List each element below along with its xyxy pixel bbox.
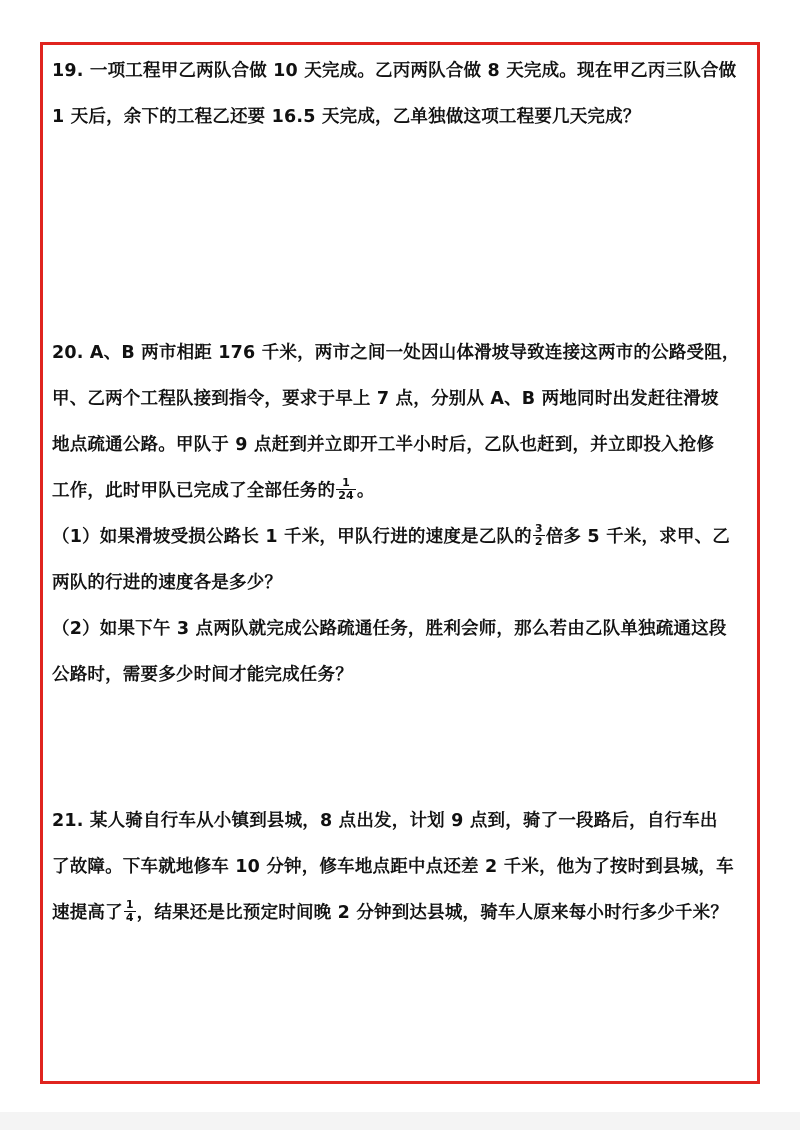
text-segment: 倍多 5 千米，求甲、乙 [545,527,730,547]
fraction [336,477,356,502]
text-segment: 。 [356,481,375,501]
fraction-denominator: 24 [338,488,354,502]
fraction-numerator: 1 [336,477,356,490]
problem-line: 甲、乙两个工程队接到指令，要求于早上 7 点，分别从 A、B 两地同时出发赶往滑坡 [52,389,719,409]
problem-line: 公路时，需要多少时间才能完成任务？ [52,665,353,685]
problem-line: 21. 某人骑自行车从小镇到县城，8 点出发，计划 9 点到，骑了一段路后，自行车出 [52,811,718,831]
fraction-denominator: 2 [534,534,543,548]
problem-20 [52,330,752,698]
text-segment: 工作，此时甲队已完成了全部任务的 [52,481,336,501]
problem-21 [52,798,752,936]
problem-line-with-fraction [52,514,752,560]
problem-line-with-fraction [52,890,752,936]
problem-line-with-fraction [52,468,752,514]
text-segment: （1）如果滑坡受损公路长 1 千米，甲队行进的速度是乙队的 [52,527,532,547]
fraction-denominator: 4 [125,910,134,924]
problem-line: 19. 一项工程甲乙两队合做 10 天完成。乙丙两队合做 8 天完成。现在甲乙丙三队合做 [52,61,737,81]
problem-line: 20. A、B 两市相距 176 千米，两市之间一处因山体滑坡导致连接这两市的公路受阻， [52,343,740,363]
bottom-margin [0,1112,800,1130]
text-segment: 速提高了 [52,903,123,923]
fraction-numerator: 1 [125,897,134,911]
problem-line: 1 天后，余下的工程乙还要 16.5 天完成，乙单独做这项工程要几天完成？ [52,107,641,127]
problem-line: 地点疏通公路。甲队于 9 点赶到并立即开工半小时后，乙队也赶到，并立即投入抢修 [52,435,715,455]
fraction [533,523,545,548]
problem-line: 了故障。下车就地修车 10 分钟，修车地点距中点还差 2 千米，他为了按时到县城，车 [52,857,734,877]
problem-line: （2）如果下午 3 点两队就完成公路疏通任务，胜利会师，那么若由乙队单独疏通这段 [52,619,727,639]
fraction-numerator: 3 [534,521,543,535]
fraction [124,899,136,924]
problem-line: 两队的行进的速度各是多少？ [52,573,283,593]
problem-19 [52,48,752,140]
text-segment: ，结果还是比预定时间晚 2 分钟到达县城，骑车人原来每小时行多少千米？ [136,903,729,923]
